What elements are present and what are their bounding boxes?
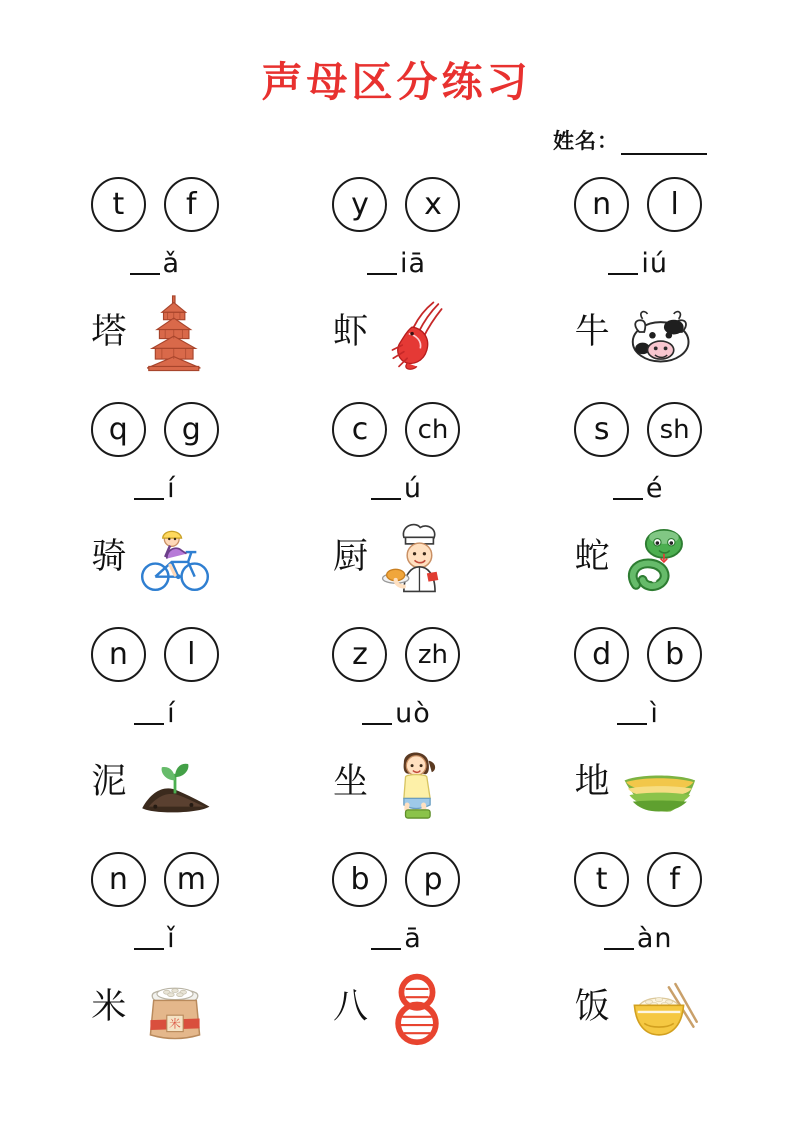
- answer-blank[interactable]: [613, 482, 643, 500]
- answer-blank[interactable]: [367, 257, 397, 275]
- answer-blank[interactable]: [134, 707, 164, 725]
- word-row: [34, 964, 276, 1050]
- word-character: 虾: [332, 311, 368, 352]
- pinyin-line: [617, 698, 659, 729]
- word-row: [517, 739, 759, 825]
- pinyin-final: í: [167, 698, 176, 729]
- pinyin-line: [134, 473, 176, 504]
- option-bubble[interactable]: zh: [405, 627, 460, 682]
- option-bubble[interactable]: l: [164, 627, 219, 682]
- word-row: [34, 289, 276, 375]
- pinyin-line: [367, 248, 427, 279]
- answer-blank[interactable]: [134, 482, 164, 500]
- pinyin-line: [134, 923, 176, 954]
- option-bubbles: [91, 627, 219, 682]
- option-bubble[interactable]: t: [574, 852, 629, 907]
- option-bubbles: [574, 402, 702, 457]
- page-title: 声母区分练习: [261, 58, 532, 106]
- pinyin-final: iā: [399, 248, 427, 279]
- option-bubbles: [91, 177, 219, 232]
- option-bubble[interactable]: l: [647, 177, 702, 232]
- exercise-item: [34, 169, 276, 392]
- option-bubble[interactable]: q: [91, 402, 146, 457]
- exercise-item: [517, 169, 759, 392]
- word-character: 地: [574, 761, 610, 802]
- name-label: 姓名：: [553, 129, 619, 153]
- pinyin-line: [613, 473, 664, 504]
- option-bubble[interactable]: p: [405, 852, 460, 907]
- option-bubbles: [574, 627, 702, 682]
- word-row: [276, 289, 518, 375]
- option-bubbles: [332, 852, 460, 907]
- option-bubble[interactable]: f: [647, 852, 702, 907]
- exercise-item: [34, 844, 276, 1067]
- answer-blank[interactable]: [134, 932, 164, 950]
- exercise-item: [517, 394, 759, 617]
- word-character: 厨: [332, 536, 368, 577]
- pinyin-final: í: [167, 473, 176, 504]
- word-character: 坐: [332, 761, 368, 802]
- pinyin-final: iú: [641, 248, 668, 279]
- option-bubbles: [91, 402, 219, 457]
- pinyin-final: ú: [403, 473, 423, 504]
- sprout-in-soil-icon: [132, 741, 218, 823]
- answer-blank[interactable]: [608, 257, 638, 275]
- pinyin-final: ì: [650, 698, 659, 729]
- pinyin-line: [130, 248, 181, 279]
- svg-text:米: 米: [169, 1016, 182, 1031]
- field-icon: [616, 741, 702, 823]
- rice-bowl-icon: [616, 966, 702, 1048]
- answer-blank[interactable]: [371, 482, 401, 500]
- option-bubbles: [332, 402, 460, 457]
- option-bubbles: [574, 852, 702, 907]
- word-row: [276, 514, 518, 600]
- option-bubble[interactable]: c: [332, 402, 387, 457]
- word-row: [34, 514, 276, 600]
- snake-icon: [616, 516, 702, 598]
- pinyin-line: [362, 698, 431, 729]
- word-character: 饭: [574, 986, 610, 1027]
- option-bubble[interactable]: n: [574, 177, 629, 232]
- word-character: 牛: [574, 311, 610, 352]
- number-eight-icon: [374, 966, 460, 1048]
- pinyin-final: uò: [395, 698, 431, 729]
- name-input-blank[interactable]: [621, 133, 707, 155]
- pinyin-final: ǐ: [167, 923, 176, 954]
- option-bubbles: [574, 177, 702, 232]
- name-field-row: [34, 125, 759, 155]
- word-row: [517, 964, 759, 1050]
- pinyin-line: [604, 923, 673, 954]
- answer-blank[interactable]: [362, 707, 392, 725]
- word-row: [34, 739, 276, 825]
- exercise-item: [34, 619, 276, 842]
- option-bubble[interactable]: x: [405, 177, 460, 232]
- cow-icon: [616, 291, 702, 373]
- option-bubble[interactable]: f: [164, 177, 219, 232]
- word-character: 蛇: [574, 536, 610, 577]
- option-bubble[interactable]: g: [164, 402, 219, 457]
- exercise-item: [276, 169, 518, 392]
- option-bubble[interactable]: sh: [647, 402, 702, 457]
- option-bubble[interactable]: ch: [405, 402, 460, 457]
- pagoda-icon: [132, 291, 218, 373]
- option-bubble[interactable]: n: [91, 627, 146, 682]
- girl-sitting-icon: [374, 741, 460, 823]
- word-row: [276, 964, 518, 1050]
- word-character: 八: [332, 986, 368, 1027]
- answer-blank[interactable]: [604, 932, 634, 950]
- word-row: [276, 739, 518, 825]
- pinyin-line: [371, 473, 423, 504]
- exercise-item: [517, 619, 759, 842]
- option-bubble[interactable]: m: [164, 852, 219, 907]
- option-bubble[interactable]: d: [574, 627, 629, 682]
- option-bubbles: [332, 627, 460, 682]
- exercise-item: [276, 844, 518, 1067]
- word-row: [517, 514, 759, 600]
- pinyin-final: é: [645, 473, 664, 504]
- answer-blank[interactable]: [371, 932, 401, 950]
- option-bubble[interactable]: y: [332, 177, 387, 232]
- pinyin-final: àn: [636, 923, 673, 954]
- option-bubble[interactable]: n: [91, 852, 146, 907]
- option-bubble[interactable]: z: [332, 627, 387, 682]
- pinyin-line: [608, 248, 668, 279]
- word-character: 塔: [91, 311, 127, 352]
- rice-bag-icon: [132, 966, 218, 1048]
- chef-icon: [374, 516, 460, 598]
- option-bubble[interactable]: t: [91, 177, 146, 232]
- exercise-grid: [34, 169, 759, 1067]
- shrimp-icon: [374, 291, 460, 373]
- pinyin-final: ǎ: [162, 248, 181, 279]
- exercise-item: [276, 394, 518, 617]
- option-bubble[interactable]: b: [332, 852, 387, 907]
- option-bubbles: [332, 177, 460, 232]
- option-bubble[interactable]: b: [647, 627, 702, 682]
- word-character: 泥: [91, 761, 127, 802]
- word-character: 骑: [91, 536, 127, 577]
- girl-on-bicycle-icon: [132, 516, 218, 598]
- option-bubble[interactable]: s: [574, 402, 629, 457]
- answer-blank[interactable]: [617, 707, 647, 725]
- pinyin-final: ā: [404, 923, 422, 954]
- answer-blank[interactable]: [130, 257, 160, 275]
- option-bubbles: [91, 852, 219, 907]
- pinyin-line: [134, 698, 176, 729]
- word-row: [517, 289, 759, 375]
- word-character: 米: [91, 986, 127, 1027]
- exercise-item: [276, 619, 518, 842]
- pinyin-line: [371, 923, 422, 954]
- exercise-item: [34, 394, 276, 617]
- exercise-item: [517, 844, 759, 1067]
